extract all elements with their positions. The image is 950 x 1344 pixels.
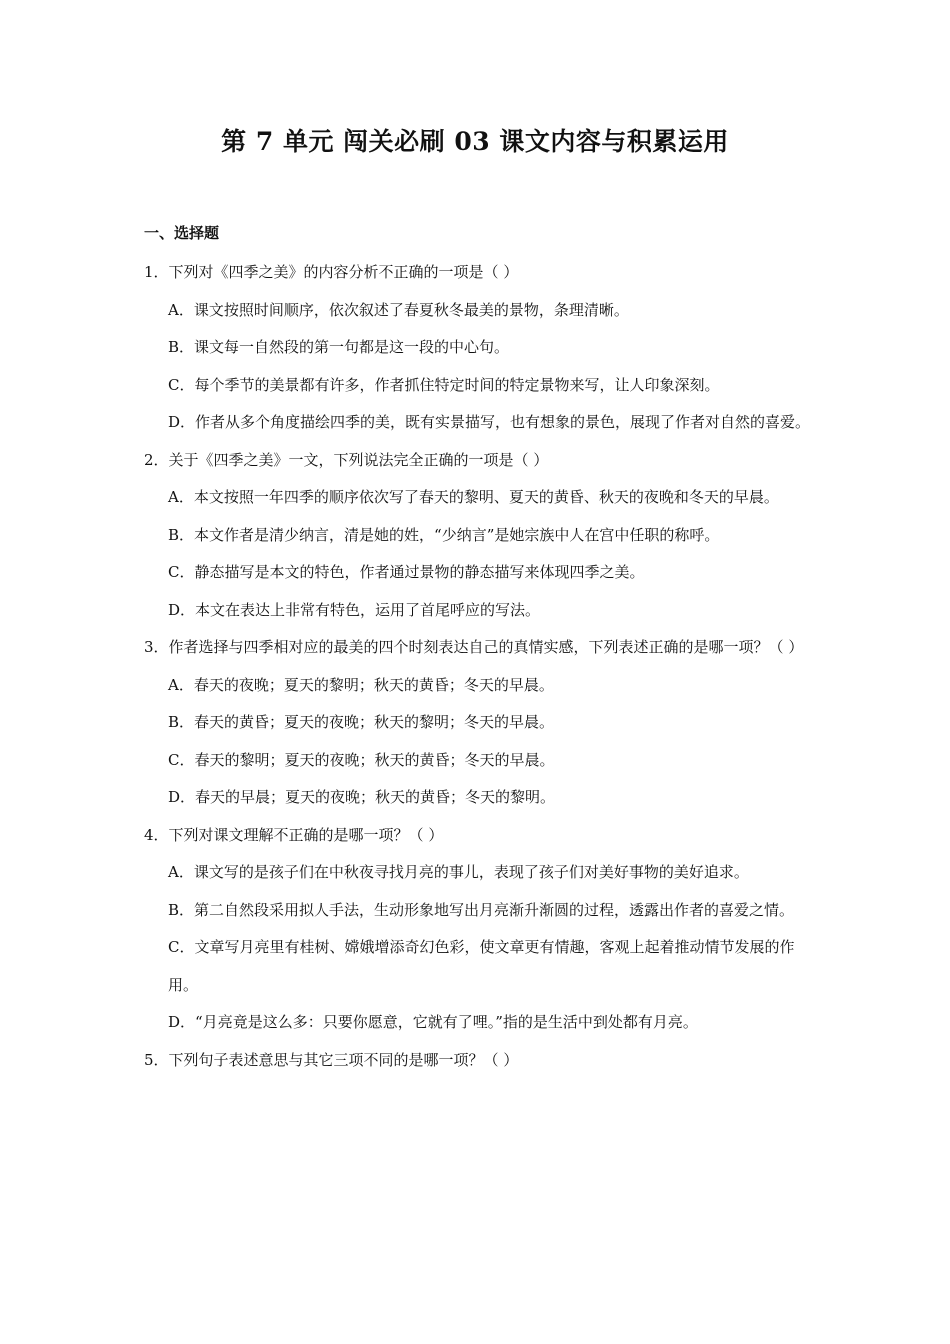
question-number: 3． (144, 638, 169, 656)
question-text: 下列对《四季之美》的内容分析不正确的一项是（ ） (168, 263, 519, 281)
question-1 (144, 254, 814, 442)
question-stem (144, 817, 814, 855)
question-number: 1． (144, 263, 169, 281)
question-4 (144, 817, 814, 1042)
option-a: A．课文写的是孩子们在中秋夜寻找月亮的事儿，表现了孩子们对美好事物的美好追求。 (168, 863, 749, 881)
question-text: 下列对课文理解不正确的是哪一项？（ ） (168, 825, 444, 844)
option-c: C．文章写月亮里有桂树、嫦娥增添奇幻色彩，使文章更有情趣，客观上起着推动情节发展的作用。 (168, 938, 795, 994)
option-d: D．本文在表达上非常有特色，运用了首尾呼应的写法。 (168, 600, 541, 619)
question-stem (144, 442, 814, 480)
question-number: 4． (144, 825, 169, 844)
option-c: C．每个季节的美景都有许多，作者抓住特定时间的特定景物来写，让人印象深刻。 (168, 375, 720, 394)
question-number: 5． (144, 1050, 169, 1069)
option-c: C．春天的黎明；夏天的夜晚；秋天的黄昏；冬天的早晨。 (168, 750, 555, 769)
question-3 (144, 629, 814, 817)
option-c: C．静态描写是本文的特色，作者通过景物的静态描写来体现四季之美。 (168, 563, 645, 581)
question-2 (144, 442, 814, 630)
option-d: D．作者从多个角度描绘四季的美，既有实景描写，也有想象的景色，展现了作者对自然的喜爱。 (168, 413, 811, 431)
section-heading: 一、选择题 (144, 224, 220, 242)
question-number: 2． (144, 450, 169, 469)
question-stem (144, 254, 814, 292)
option-a: A．春天的夜晚；夏天的黎明；秋天的黄昏；冬天的早晨。 (168, 675, 554, 694)
question-text: 关于《四季之美》一文，下列说法完全正确的一项是（ ） (168, 450, 549, 469)
question-5 (144, 1042, 814, 1080)
question-list (144, 254, 814, 1079)
option-b: B．本文作者是清少纳言，清是她的姓，“少纳言”是她宗族中人在宫中任职的称呼。 (168, 525, 720, 544)
question-text: 下列句子表述意思与其它三项不同的是哪一项？（ ） (168, 1050, 519, 1069)
question-text: 作者选择与四季相对应的最美的四个时刻表达自己的真情实感，下列表述正确的是哪一项？（ ） (168, 638, 804, 656)
option-b: B．课文每一自然段的第一句都是这一段的中心句。 (168, 338, 510, 356)
option-a: A．本文按照一年四季的顺序依次写了春天的黎明、夏天的黄昏、秋天的夜晚和冬天的早晨。 (168, 488, 779, 506)
question-stem (144, 1042, 814, 1080)
option-d: D．春天的早晨；夏天的夜晚；秋天的黄昏；冬天的黎明。 (168, 788, 556, 806)
question-stem (144, 629, 814, 667)
document-title: 第 7 单元 闯关必刷 03 课文内容与积累运用 (221, 127, 729, 156)
option-b: B．春天的黄昏；夏天的夜晚；秋天的黎明；冬天的早晨。 (168, 713, 555, 731)
option-a: A．课文按照时间顺序，依次叙述了春夏秋冬最美的景物，条理清晰。 (168, 300, 629, 319)
option-b: B．第二自然段采用拟人手法，生动形象地写出月亮渐升渐圆的过程，透露出作者的喜爱之情。 (168, 900, 795, 919)
option-d: D．“月亮竟是这么多：只要你愿意，它就有了哩。”指的是生活中到处都有月亮。 (168, 1013, 698, 1031)
